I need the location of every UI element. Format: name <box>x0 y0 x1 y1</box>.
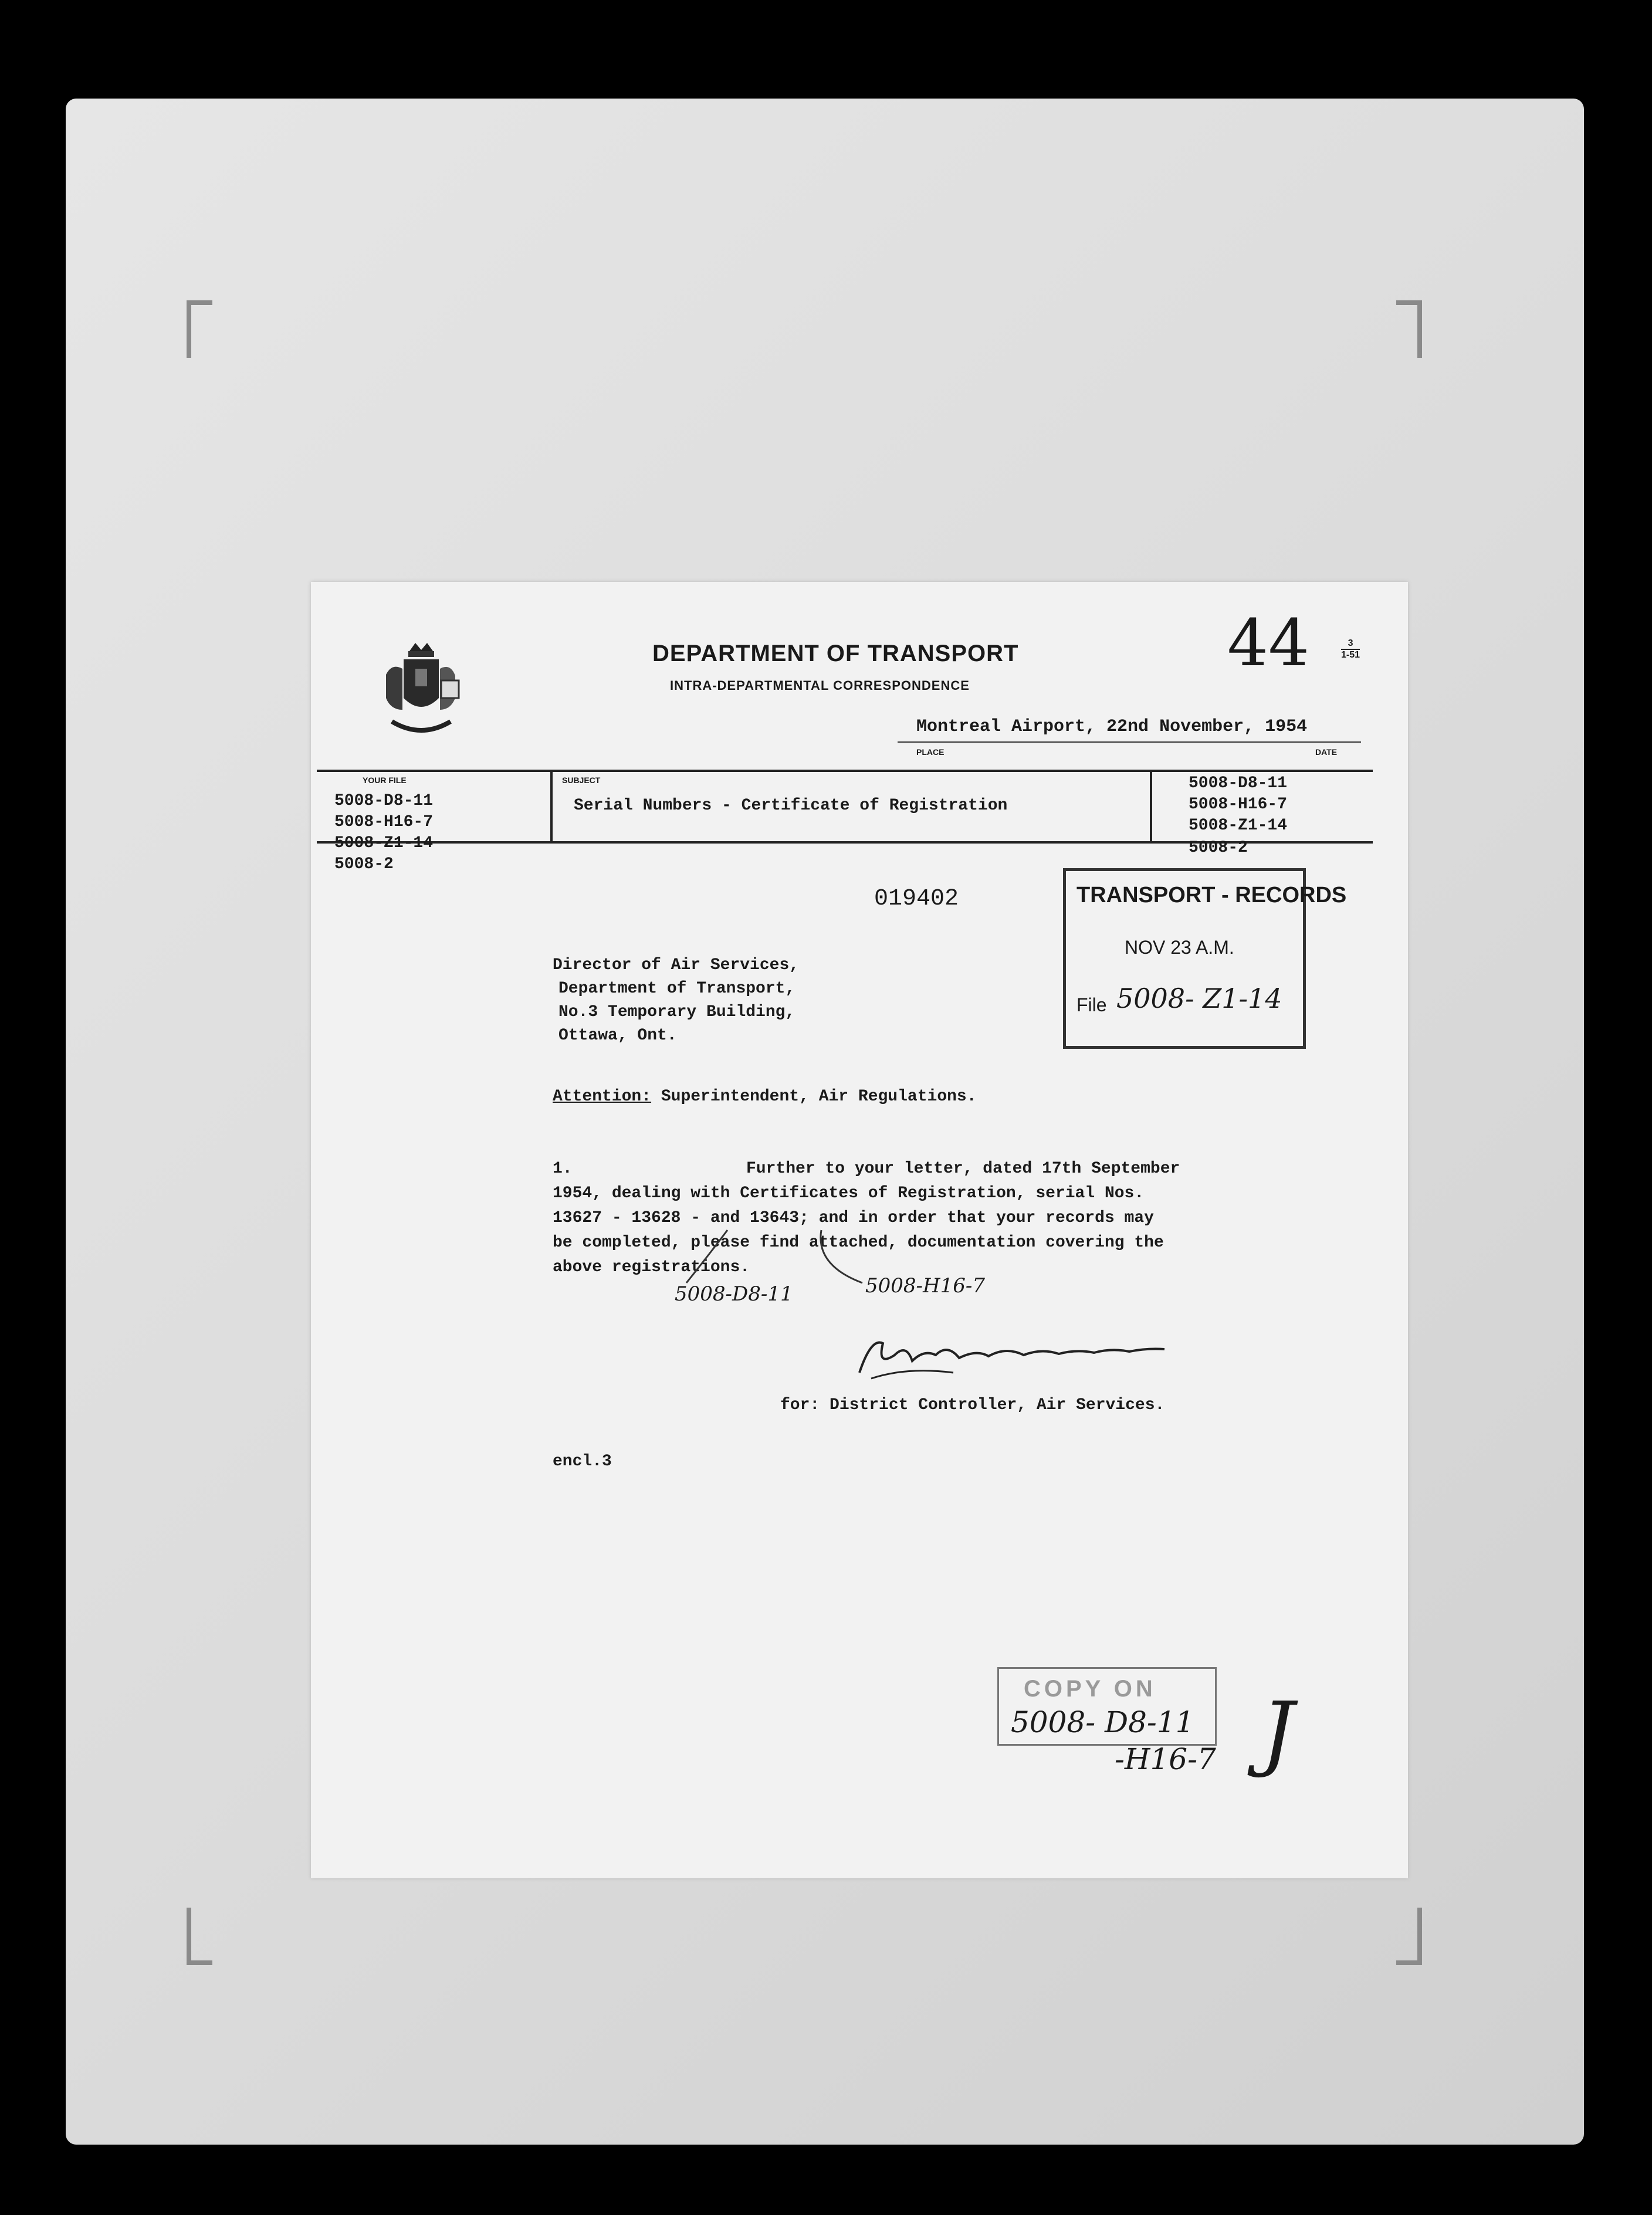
body-line-1-text: Further to your letter, dated 17th September <box>746 1160 1180 1178</box>
your-file-1: 5008-D8-11 <box>334 792 434 810</box>
attention-line <box>553 1088 977 1106</box>
subject-text: Serial Numbers - Certificate of Registration <box>574 797 1008 815</box>
crop-mark-top-right <box>1396 300 1422 358</box>
address-line-2: Department of Transport, <box>558 980 795 998</box>
serial-number: 019402 <box>874 886 959 912</box>
your-file-label: YOUR FILE <box>363 775 407 785</box>
signature-caption: for: District Controller, Air Services. <box>780 1396 1165 1414</box>
department-subtitle: INTRA-DEPARTMENTAL CORRESPONDENCE <box>670 678 970 693</box>
our-file-4: 5008-2 <box>1189 839 1248 857</box>
coat-of-arms-icon <box>380 639 462 739</box>
subject-label: SUBJECT <box>562 775 601 785</box>
body-line-1 <box>553 1157 1180 1181</box>
address-line-4: Ottawa, Ont. <box>558 1027 677 1045</box>
address-line-3: No.3 Temporary Building, <box>558 1003 795 1021</box>
our-file-1: 5008-D8-11 <box>1189 774 1288 792</box>
page-fraction-bottom: 1-51 <box>1341 650 1360 660</box>
place-label: PLACE <box>916 747 945 757</box>
enclosure-note: encl.3 <box>553 1452 612 1471</box>
department-title: DEPARTMENT OF TRANSPORT <box>652 641 1019 666</box>
crop-mark-bottom-right <box>1396 1908 1422 1965</box>
crop-mark-top-left <box>187 300 212 358</box>
place-date: Montreal Airport, 22nd November, 1954 <box>916 717 1308 737</box>
attention-value: Superintendent, Air Regulations. <box>661 1088 977 1106</box>
body-line-4: be completed, please find attached, documentation covering the <box>553 1234 1164 1252</box>
body-line-5: above registrations. <box>553 1258 750 1276</box>
transport-records-stamp <box>1063 868 1347 1049</box>
body-line-3: 13627 - 13628 - and 13643; and in order that your records may <box>553 1209 1154 1227</box>
copy-stamp-ref-1: 5008- D8-11 <box>1011 1705 1194 1739</box>
page-fraction-top: 3 <box>1341 638 1360 650</box>
our-file-2: 5008-H16-7 <box>1189 795 1288 814</box>
copy-stamp-ref-2: -H16-7 <box>1115 1742 1216 1776</box>
your-file-4: 5008-2 <box>334 855 394 873</box>
place-date-underline <box>898 741 1361 743</box>
stamp-file-label: File <box>1076 994 1107 1015</box>
handwritten-page-mark: 44 <box>1227 605 1309 680</box>
body-line-2: 1954, dealing with Certificates of Registration, serial Nos. <box>553 1184 1145 1203</box>
stamp-title: TRANSPORT - RECORDS <box>1076 883 1347 907</box>
crop-mark-bottom-left <box>187 1908 212 1965</box>
handwritten-initial: J <box>1261 1685 1295 1780</box>
table-divider-left <box>550 770 553 844</box>
your-file-3: 5008-Z1-14 <box>334 834 434 852</box>
date-label: DATE <box>1315 747 1338 757</box>
your-file-2: 5008-H16-7 <box>334 813 434 831</box>
stamp-file-value: 5008- Z1-14 <box>1116 983 1282 1014</box>
address-line-1: Director of Air Services, <box>553 956 800 974</box>
recipient-address <box>553 954 799 1048</box>
handwritten-ref-1: 5008-D8-11 <box>675 1282 793 1306</box>
copy-on-stamp <box>997 1667 1217 1746</box>
handwritten-ref-2: 5008-H16-7 <box>865 1274 986 1298</box>
table-divider-right <box>1150 770 1152 844</box>
page-fraction <box>1341 638 1360 661</box>
paragraph-number: 1. <box>553 1160 573 1178</box>
attention-label: Attention: <box>553 1088 652 1106</box>
copy-stamp-title: COPY ON <box>1024 1676 1156 1702</box>
letter-page <box>311 582 1408 1878</box>
stamp-date: NOV 23 A.M. <box>1125 937 1234 958</box>
signature <box>848 1332 1176 1384</box>
table-top-rule <box>317 770 1373 772</box>
our-file-3: 5008-Z1-14 <box>1189 817 1288 835</box>
